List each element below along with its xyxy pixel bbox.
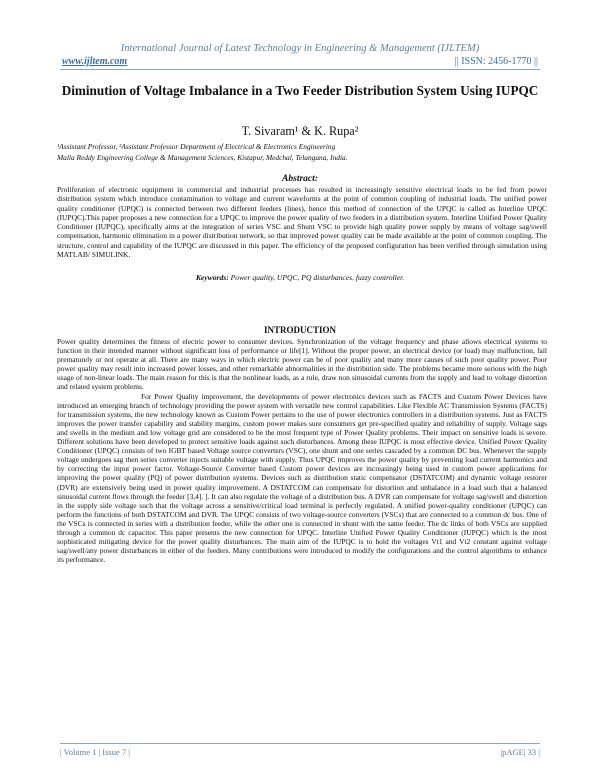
footer-page-number: |pAGE| 33 | bbox=[500, 747, 540, 757]
paper-title: Diminution of Voltage Imbalance in a Two Feeder Distribution System Using IUPQC bbox=[61, 83, 539, 98]
keywords bbox=[0, 273, 600, 282]
journal-name: International Journal of Latest Technology in Engineering & Management (IJLTEM) bbox=[120, 43, 480, 54]
footer-divider bbox=[60, 743, 540, 744]
header-divider bbox=[60, 69, 540, 70]
authors: T. Sivaram¹ & K. Rupa² bbox=[241, 124, 359, 138]
abstract-text: Proliferation of electronic equipment in commercial and industrial processes has resulted in increasingly sensitive electrical loads to be fed from power distribution system which introduce contamination to voltage and current waveforms at the point of common coupling of industrial loads. The unified power quality conditioner (UPQC) is connected between two different feeders (lines), hence this method of connection of the UPQC is called as Interline UPQC (IUPQC).This paper proposes a new connection for a UPQC to improve the power quality of two feeders in a distribution system. Interline Unified Power Quality Conditioner (IUPQC), specifically aims at the integration of series VSC and Shunt VSC to provide high quality power supply by means of voltage sag/swell compensation, harmonic elimination in a power distribution network, so that improved power quality can be made available at the point of common coupling. The structure, control and capability of the IUPQC are discussed in this paper. The efficiency of the proposed configuration has been verified through simulation using MATLAB/ SIMULINK. bbox=[57, 185, 547, 260]
journal-website-link[interactable]: www.ijltem.com bbox=[62, 56, 128, 67]
introduction-paragraph-1: Power quality determines the fitness of electric power to consumer devices. Synchronization of the voltage frequency and phase allows electrical systems to function in their intended manner without significant loss of performance or life[1]. Without the proper power, an electrical device (or load) may malfunction, fail prematurely or not operate at all. There are many ways in which electric power can be of poor quality and many more causes of such poor quality power. Poor power quality may result into increased power losses, and other remarkable abnormalities in the distribution side. The problems became more serious with the high usage of non-linear loads. The main reason for this is that the nonlinear loads, as a rule, draw non sinusoidal currents from the supply and lead to voltage distortion and related system problems. bbox=[57, 337, 547, 392]
footer-volume: | Volume 1 | Issue 7 | bbox=[60, 747, 130, 757]
affiliation-line-2: Malla Reddy Engineering College & Management Sciences, Kistapur, Medchal, Telangana, India. bbox=[57, 153, 348, 162]
keywords-label: Keywords: bbox=[195, 273, 229, 282]
introduction-body bbox=[57, 337, 547, 564]
introduction-heading: INTRODUCTION bbox=[263, 325, 336, 335]
affiliation bbox=[57, 141, 547, 163]
abstract-heading: Abstract: bbox=[282, 174, 318, 184]
introduction-paragraph-2: For Power Quality improvement, the developments of power electronics devices such as FACTS and Custom Power Devices have introduced an emerging branch of technology providing the power system with versatile new control capabilities. Like Flexible AC Transmission Systems (FACTS) for transmission systems, the new technology known as Custom Power pertains to the use of power electronics controllers in a distribution systems. Just as FACTS improves the power transfer capability and stability margins, custom power makes sure consumers get pre-specified quality and reliability of supply. Voltage sags and swells in the medium and low voltage grid are considered to be the most frequent type of Power Quality problems. Their impact on sensitive loads is severe. Different solutions have been developed to protect sensitive loads against such disturbances. Among these IUPQC is most effective device. Unified Power Quality Conditioner (UPQC) consists of two IGBT based Voltage source converters (VSC), one shunt and one series cascaded by a common DC bus. Whenever the supply voltage undergoes sag then series converter injects suitable voltage with supply. Thus UPQC improves the power quality by preventing load current harmonics and by correcting the input power factor. Voltage-Source Converter based Custom power devices are increasingly being used in custom power applications for improving the power quality (PQ) of power distribution systems. Devices such as distribution static compensator (DSTATCOM) and dynamic voltage restorer (DVR) are extensively being used in power quality improvement. A DSTATCOM can compensate for distortion and unbalance in a load such that a balanced sinusoidal current flows through the feeder [3,4]. ]. It can also regulate the voltage of a distribution bus. A DVR can compensate for voltage sag/swell and distortion in the supply side voltage such that the voltage across a sensitive/critical load terminal is perfectly regulated. A unified power-quality conditioner (UPQC) can perform the functions of both DSTATCOM and DVR. The UPQC consists of two voltage-source converters (VSCs) that are connected to a common dc bus. One of the VSCs is connected in series with a distribution feeder, while the other one is connected in shunt with the same feeder. The dc links of both VSCs are supplied through a common dc capacitor. This paper presents the new connection for UPQC. Interline Unified Power Quality Conditioner (IUPQC) which is the most sophisticated mitigating device for the power quality disturbances. The main aim of the IUPQC is to hold the voltages Vt1 and Vt2 constant against voltage sag/swell/any power disturbances in either of the feeders. Many contributions were introduced to modify the configurations and the control algorithms to enhance its performance. bbox=[57, 391, 547, 565]
keywords-list: Power quality, UPQC, PQ disturbances, fuzzy controller. bbox=[230, 273, 405, 282]
affiliation-line-1: ¹Assistant Professor, ²Assistant Professor Department of Electrical & Electronics Engineering bbox=[57, 142, 336, 151]
issn: || ISSN: 2456-1770 || bbox=[454, 56, 538, 67]
